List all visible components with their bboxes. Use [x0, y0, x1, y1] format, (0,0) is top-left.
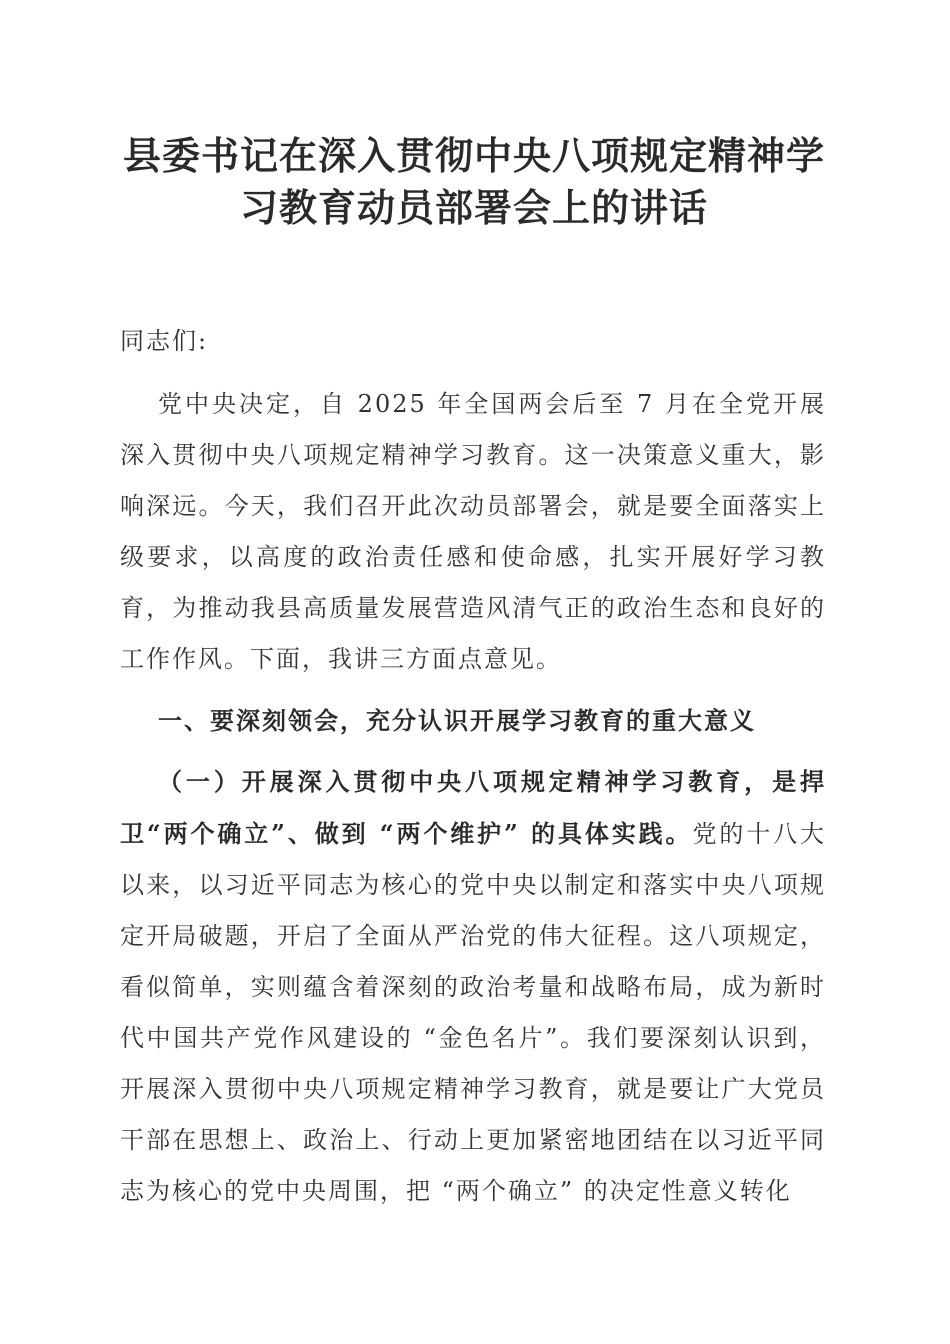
salutation: 同志们:	[120, 327, 209, 355]
document-title: 县委书记在深入贯彻中央八项规定精神学习教育动员部署会上的讲话	[122, 133, 825, 230]
subsection-lead: （一）开展深入贯彻中央八项规定精神学习教育，是捍卫“两个确立”、做到 “两个维护” 的具体实践。	[120, 767, 826, 848]
subsection-body: 党的十八大以来，以习近平同志为核心的党中央以制定和落实中央八项规定开局破题，开启了全面从严治党的伟大征程。这八项规定，看似简单，实则蕴含着深刻的政治考量和战略布局，成为新时代中国共产党作风建设的 “金色名片”。我们要深刻认识到，开展深入贯彻中央八项规定精神学习教育，就是要让广大党员干部在思想上、政治上、行动上更加紧密地团结在以习近平同志为核心的党中央周围，把 “两个确立” 的决定性意义转化	[120, 820, 827, 1205]
section-heading: 一、要深刻领会，充分认识开展学习教育的重大意义	[158, 706, 756, 735]
document-body	[120, 316, 826, 1217]
subsection-paragraph	[120, 756, 826, 1217]
intro-paragraph: 党中央决定，自 2025 年全国两会后至 7 月在全党开展深入贯彻中央八项规定精神学习教育。这一决策意义重大，影响深远。今天，我们召开此次动员部署会，就是要全面落实上级要求，以高度的政治责任感和使命感，扎实开展好学习教育，为推动我县高质量发展营造风清气正的政治生态和良好的工作作风。下面，我讲三方面点意见。	[120, 390, 826, 673]
